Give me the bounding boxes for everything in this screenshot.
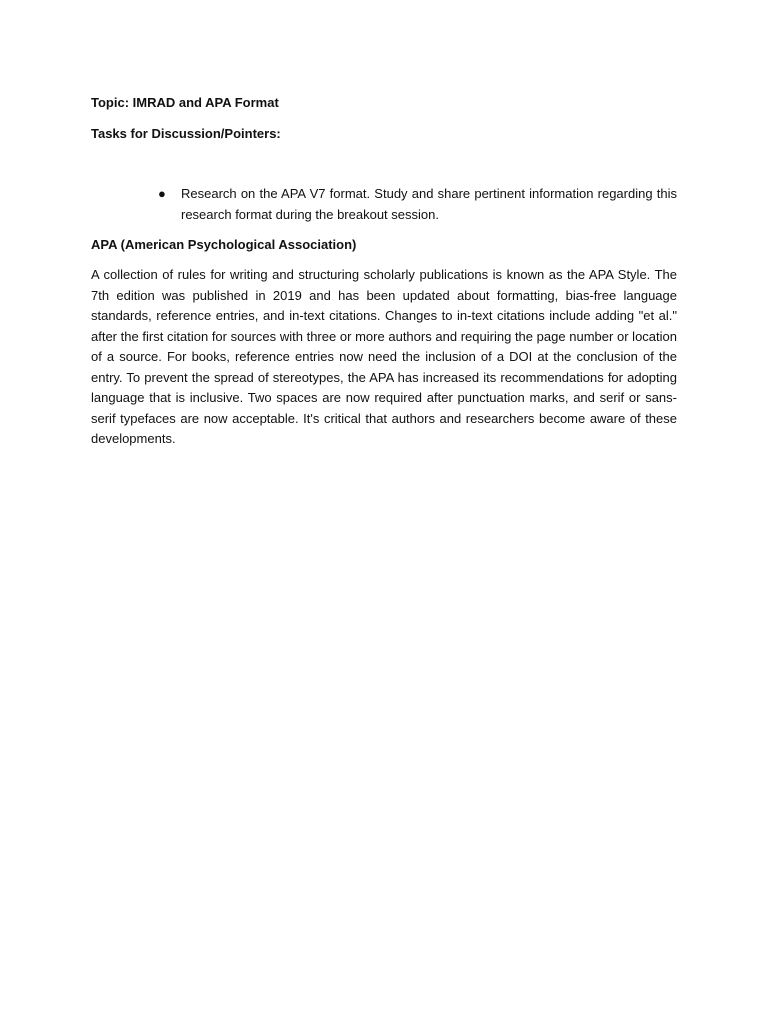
document-content — [91, 93, 677, 450]
tasks-heading: Tasks for Discussion/Pointers: — [91, 126, 281, 141]
task-bullet-item — [158, 184, 677, 225]
task-bullet-text: Research on the APA V7 format. Study and share pertinent information regarding this research format during the breakout session. — [181, 186, 677, 222]
bullet-icon: ● — [158, 186, 166, 201]
task-bullet-list — [91, 184, 677, 225]
section-heading: APA (American Psychological Association) — [91, 237, 357, 252]
topic-heading: Topic: IMRAD and APA Format — [91, 95, 279, 110]
body-paragraph: A collection of rules for writing and structuring scholarly publications is known as the APA Style. The 7th edition was published in 2019 and has been updated about formatting, bias-free language standards, reference entries, and in-text citations. Changes to in-text citations include adding "et al." after the first citation for sources with three or more authors and requiring the page number or location of a source. For books, reference entries now need the inclusion of a DOI at the conclusion of the entry. To prevent the spread of stereotypes, the APA has increased its recommendations for adopting language that is inclusive. Two spaces are now required after punctuation marks, and serif or sans-serif typefaces are now acceptable. It's critical that authors and researchers become aware of these developments. — [91, 267, 677, 446]
